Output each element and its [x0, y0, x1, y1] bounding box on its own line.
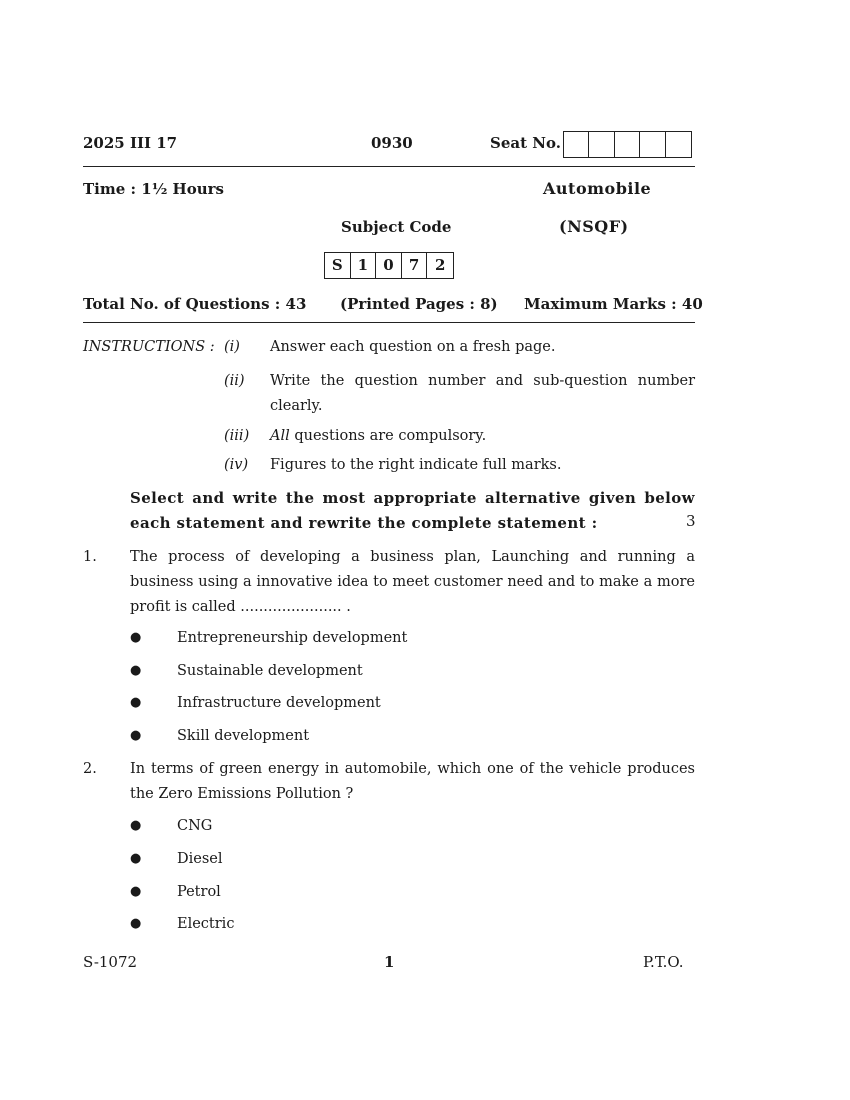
page-number: 1 — [384, 953, 395, 971]
instruction-text: Write the question number and sub-question number clearly. — [270, 373, 695, 414]
paper-code: 0930 — [371, 134, 413, 152]
total-questions: Total No. of Questions : 43 — [83, 295, 307, 313]
option-item: Sustainable development — [177, 663, 363, 679]
emphasis-word: All — [270, 428, 290, 444]
subject-title: Automobile — [543, 179, 652, 198]
printed-pages: (Printed Pages : 8) — [340, 295, 498, 313]
option-item: Diesel — [177, 851, 223, 867]
question-number: 1. — [83, 549, 97, 565]
time-label: Time : 1½ Hours — [83, 180, 224, 198]
option-item: Infrastructure development — [177, 695, 381, 711]
bullet-icon: ● — [130, 916, 142, 931]
divider — [83, 166, 695, 167]
option-item: Skill development — [177, 728, 310, 744]
bullet-icon: ● — [130, 851, 142, 866]
footer-code: S-1072 — [83, 953, 138, 971]
bullet-icon: ● — [130, 695, 142, 710]
section-marks: 3 — [686, 512, 696, 530]
instruction-text: All questions are compulsory. — [270, 428, 487, 444]
nsqf-label: (NSQF) — [559, 217, 629, 236]
maximum-marks: Maximum Marks : 40 — [524, 295, 703, 313]
seat-label: Seat No. — [490, 134, 561, 152]
code-digit: 7 — [402, 253, 428, 278]
code-digit: S — [325, 253, 351, 278]
bullet-icon: ● — [130, 728, 142, 743]
instruction-number: (iv) — [224, 457, 249, 473]
instructions-label: INSTRUCTIONS : — [83, 339, 215, 355]
pto-label: P.T.O. — [643, 953, 684, 971]
instruction-number: (iii) — [224, 428, 250, 444]
option-item: Petrol — [177, 884, 221, 900]
option-item: Electric — [177, 916, 235, 932]
seat-box[interactable] — [564, 132, 589, 157]
code-digit: 1 — [351, 253, 377, 278]
instruction-text: Answer each question on a fresh page. — [270, 339, 556, 355]
seat-box[interactable] — [666, 132, 691, 157]
section-heading: Select and write the most appropriate alternative given below each statement and rewrite the complete statement : — [130, 489, 695, 532]
instruction-text: Figures to the right indicate full marks. — [270, 457, 562, 473]
subject-code-boxes — [324, 252, 454, 279]
bullet-icon: ● — [130, 884, 142, 899]
seat-box[interactable] — [640, 132, 665, 157]
code-digit: 2 — [434, 256, 446, 274]
bullet-icon: ● — [130, 630, 142, 645]
seat-number-boxes[interactable] — [563, 131, 692, 158]
question-text: The process of developing a business plan, Launching and running a business using a innovative idea to meet customer need and to make a more profit is called ...................... . — [130, 549, 695, 615]
seat-box[interactable] — [615, 132, 640, 157]
bullet-icon: ● — [130, 663, 142, 678]
option-item: CNG — [177, 818, 213, 834]
subject-code-label: Subject Code — [341, 218, 452, 236]
option-item: Entrepreneurship development — [177, 630, 408, 646]
seat-box[interactable] — [589, 132, 614, 157]
instruction-number: (ii) — [224, 373, 245, 389]
question-number: 2. — [83, 761, 97, 777]
exam-code: 2025 III 17 — [83, 134, 178, 152]
instruction-number: (i) — [224, 339, 240, 355]
bullet-icon: ● — [130, 818, 142, 833]
divider — [83, 322, 695, 323]
code-digit: 0 — [376, 253, 402, 278]
question-text: In terms of green energy in automobile, which one of the vehicle produces the Zero Emissions Pollution ? — [130, 761, 695, 802]
